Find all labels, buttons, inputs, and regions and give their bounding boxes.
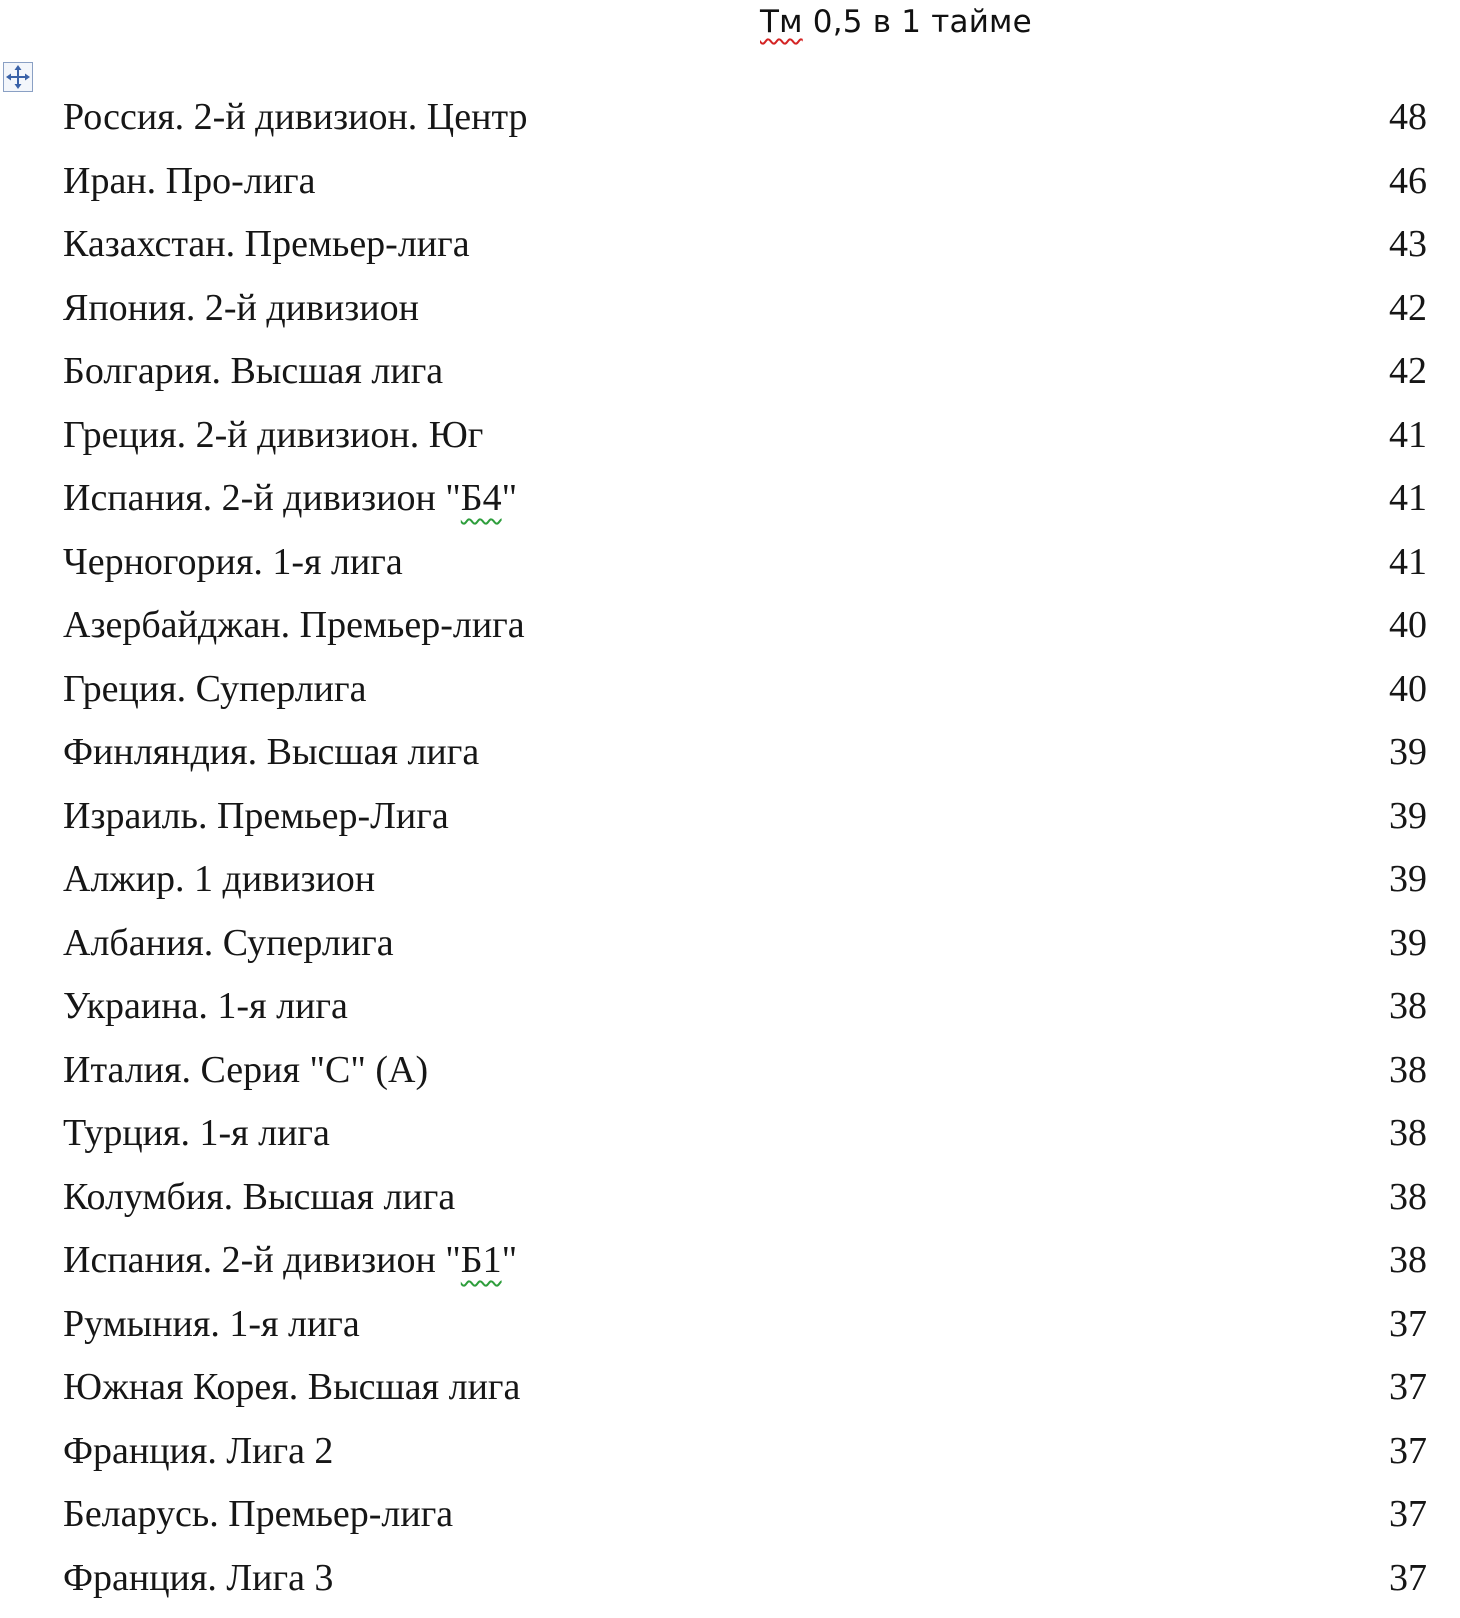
league-value: 41 [1389,477,1427,519]
league-value: 40 [1389,604,1427,646]
table-row [0,855,1460,919]
table-row [0,538,1460,602]
league-value: 42 [1389,286,1427,329]
table-row [0,982,1460,1046]
table-row [0,1109,1460,1173]
league-name: Финляндия. Высшая лига [63,731,480,773]
league-name: Черногория. 1-я лига [63,540,403,583]
league-name: Греция. 2-й дивизион. Юг [63,413,484,456]
league-name: Россия. 2-й дивизион. Центр [63,96,528,138]
table-row [0,1046,1460,1110]
league-value: 42 [1389,350,1427,392]
league-name: Греция. Суперлига [63,667,367,710]
table-row [0,1173,1460,1237]
move-arrows-glyph [4,63,32,91]
league-name: Турция. 1-я лига [63,1112,330,1154]
league-name: Израиль. Премьер-Лига [63,794,449,837]
table-row [0,220,1460,284]
league-name: Франция. Лига 2 [63,1429,334,1472]
heading-spellcheck-word[interactable]: Тм [760,4,803,40]
table-row [0,1554,1460,1618]
league-value: 39 [1389,921,1427,964]
league-name: Испания. 2-й дивизион "Б4" [63,477,518,519]
league-value: 37 [1389,1429,1427,1472]
league-name: Италия. Серия "С" (А) [63,1048,429,1091]
league-value: 39 [1389,731,1427,773]
league-name: Казахстан. Премьер-лига [63,223,470,265]
league-name: Азербайджан. Премьер-лига [63,604,525,646]
grammar-flagged-word[interactable]: Б1 [460,1239,502,1281]
move-arrows-icon[interactable] [3,62,33,92]
table-row [0,919,1460,983]
league-value: 38 [1389,985,1427,1027]
table-row [0,1363,1460,1427]
league-value: 38 [1389,1048,1427,1091]
league-value: 41 [1389,540,1427,583]
league-name: Япония. 2-й дивизион [63,286,419,329]
table-row [0,347,1460,411]
league-value: 38 [1389,1175,1427,1218]
league-value: 38 [1389,1112,1427,1154]
league-name: Южная Корея. Высшая лига [63,1366,521,1408]
league-value: 37 [1389,1366,1427,1408]
league-value: 37 [1389,1302,1427,1345]
league-table [0,93,1460,1617]
league-value: 38 [1389,1239,1427,1281]
league-value: 48 [1389,96,1427,138]
league-value: 37 [1389,1493,1427,1535]
table-row [0,601,1460,665]
heading-text: 0,5 в 1 тайме [802,4,1032,40]
table-row [0,728,1460,792]
table-row [0,157,1460,221]
grammar-flagged-word[interactable]: Б4 [460,477,502,519]
table-row [0,411,1460,475]
league-value: 37 [1389,1556,1427,1599]
league-value: 46 [1389,159,1427,202]
table-row [0,474,1460,538]
league-name: Албания. Суперлига [63,921,394,964]
table-row [0,1300,1460,1364]
league-value: 40 [1389,667,1427,710]
table-row [0,93,1460,157]
league-value: 39 [1389,858,1427,900]
table-row [0,1427,1460,1491]
document-heading [760,4,1032,40]
league-name: Иран. Про-лига [63,159,316,202]
table-row [0,1490,1460,1554]
league-value: 43 [1389,223,1427,265]
league-name: Болгария. Высшая лига [63,350,444,392]
league-name: Румыния. 1-я лига [63,1302,360,1345]
table-row [0,1236,1460,1300]
league-value: 39 [1389,794,1427,837]
league-name: Алжир. 1 дивизион [63,858,376,900]
table-row [0,665,1460,729]
league-name: Испания. 2-й дивизион "Б1" [63,1239,518,1281]
league-name: Колумбия. Высшая лига [63,1175,456,1218]
league-name: Беларусь. Премьер-лига [63,1493,454,1535]
table-row [0,284,1460,348]
league-name: Франция. Лига 3 [63,1556,334,1599]
league-name: Украина. 1-я лига [63,985,348,1027]
league-value: 41 [1389,413,1427,456]
table-row [0,792,1460,856]
